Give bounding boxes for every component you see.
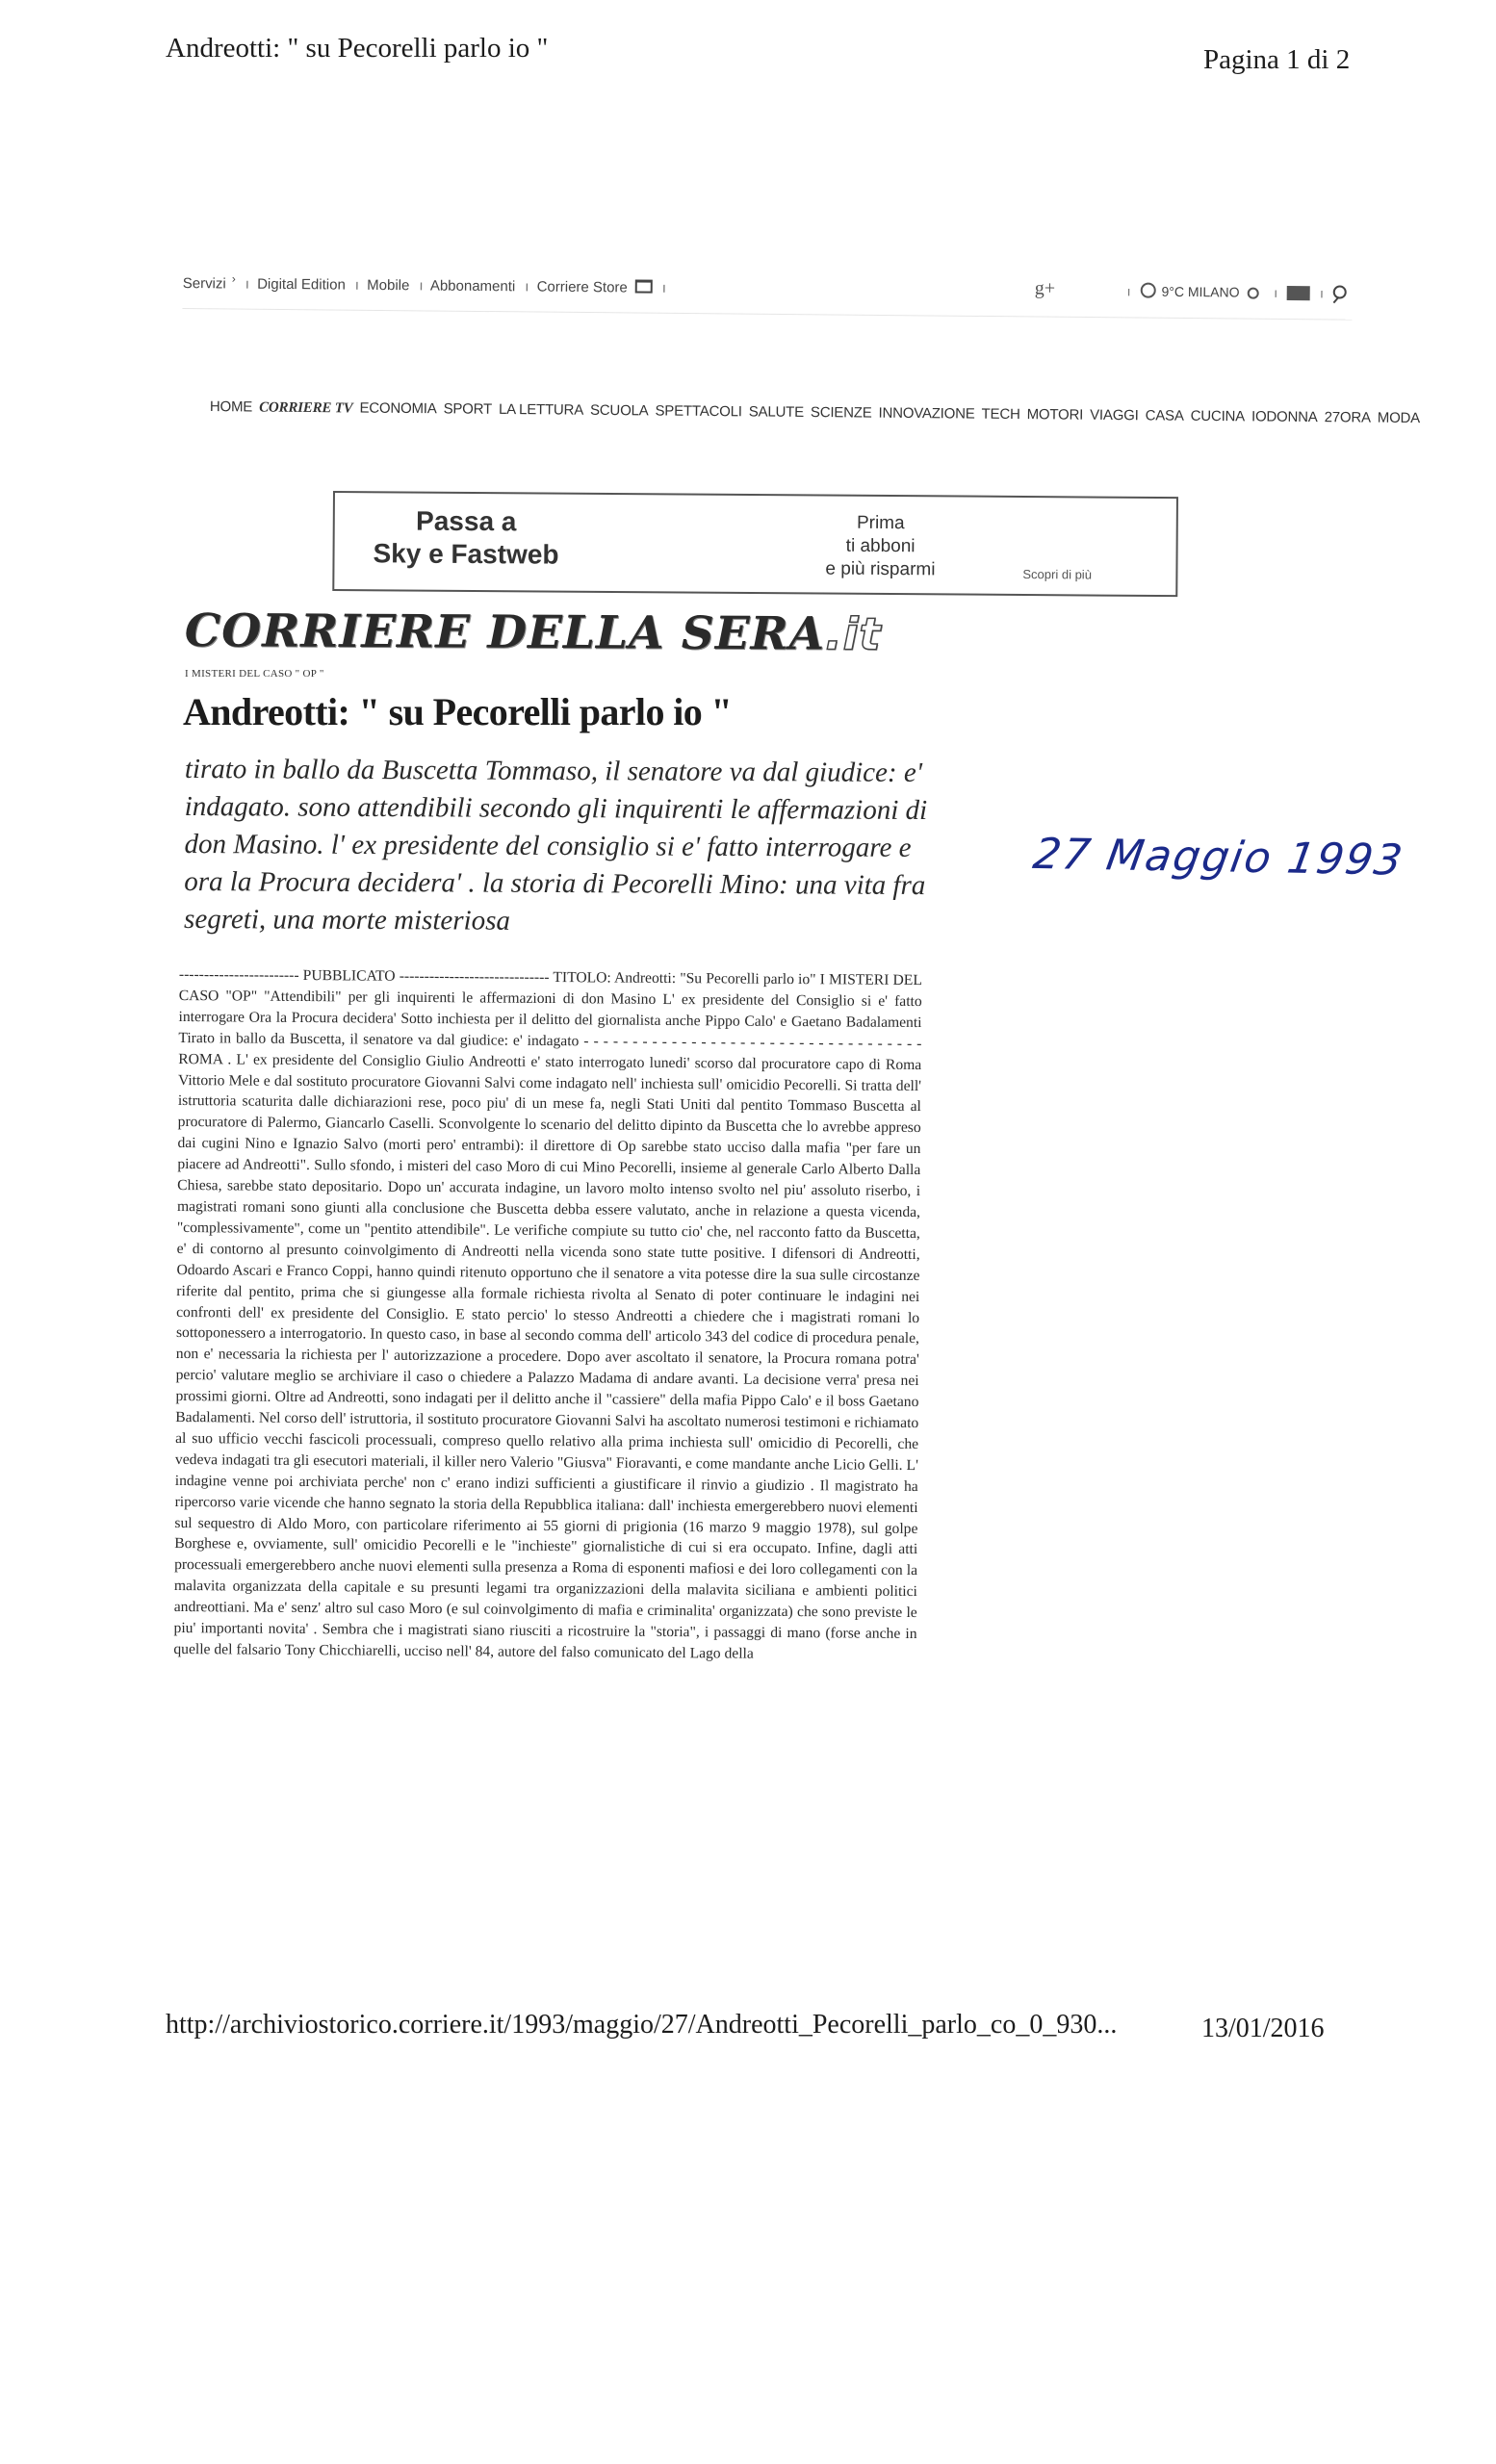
nav-viaggi[interactable]: VIAGGI [1090,406,1139,424]
masthead-suffix: .it [825,607,882,660]
search-icon[interactable] [1333,285,1347,298]
print-header-title: Andreotti: " su Pecorelli parlo io " [166,33,549,64]
masthead-logo[interactable] [185,604,882,661]
nav-la-lettura[interactable]: LA LETTURA [498,400,584,419]
chevron-right-icon: › [231,271,236,286]
nav-servizi[interactable]: Servizi [182,274,226,293]
nav-mobile[interactable]: Mobile [367,276,410,295]
print-footer-date: 13/01/2016 [1201,2014,1325,2043]
nav-motori[interactable]: MOTORI [1026,406,1084,424]
ad-offer-line3: e più risparmi [825,558,936,580]
ad-offer-line1: Prima [856,512,905,534]
nav-corriere-tv[interactable]: CORRIERE TV [259,399,353,417]
sun-icon [1140,283,1155,298]
nav-tech[interactable]: TECH [981,405,1020,424]
google-plus-icon[interactable]: g+ [1034,277,1056,299]
nav-salute[interactable]: SALUTE [748,403,805,421]
print-page-number: Pagina 1 di 2 [1203,44,1351,75]
ad-banner[interactable] [332,491,1178,597]
nav-scienze[interactable]: SCIENZE [810,403,872,422]
nav-home[interactable]: HOME [209,398,253,416]
nav-casa[interactable]: CASA [1145,407,1184,424]
nav-27ora[interactable]: 27ORA [1324,409,1371,426]
nav-scuola[interactable]: SCUOLA [589,401,649,420]
nav-innovazione[interactable]: INNOVAZIONE [878,404,975,423]
nav-cucina[interactable]: CUCINA [1190,407,1246,425]
article-body: ------------------------ PUBBLICATO ------------------------------ TITOLO: Andreotti: "Su Pecorelli parlo io" I MISTERI DEL CASO "OP" "Attendibili" per gli inquirenti le affermazioni di don Masino L' ex presidente del Consiglio si e' fatto interrogare Ora la Procura decidera' Sotto inchiesta per il delitto del giornalista anche Pippo Calo' e Gaetano Badalamenti Tirato in ballo da Buscetta, il senatore va dal giudice: e' indagato - - - - - - - - - - - - - - - - - - - - - - - - - - - - - - - - - - - ROMA . L' ex presidente del Consiglio Giulio Andreotti e' stato interrogato lunedi' scorso dal procuratore capo di Roma Vittorio Mele e dal sostituto procuratore Giovanni Salvi come indagato nell' inchiesta sull' omicidio Pecorelli. Si tratta dell' istruttoria scaturita dalle dichiarazioni rese, poco piu' di un mese fa, negli Stati Uniti dal pentito Tommaso Buscetta al procuratore di Palermo, Giancarlo Caselli. Sconvolgente lo scenario del delitto dipinto da Buscetta che lo avrebbe appreso dai cugini Nino e Ignazio Salvo (morti pero' entrambi): il direttore di Op sarebbe stato ucciso dalla mafia "per fare un piacere ad Andreotti". Sullo sfondo, i misteri del caso Moro di cui Mino Pecorelli, insieme al generale Carlo Alberto Dalla Chiesa, sarebbe stato depositario. Dopo un' accurata indagine, un lavoro molto intenso svolto nel piu' assoluto riserbo, i magistrati romani sono giunti alla conclusione che Buscetta debba essere valutato, anche in relazione a questa vicenda, "complessivamente", come un "pentito attendibile". Le verifiche compiute su tutto cio' che, nel racconto fatto da Buscetta, e' di contorno al presunto coinvolgimento di Andreotti nella vicenda sono state tutte positive. I difensori di Andreotti, Odoardo Ascari e Franco Coppi, hanno quindi ritenuto opportuno che il senatore a vita potesse dire la sua sulle circostanze riferite dal pentito, prima che si giungesse alla formale richiesta rivolta al Senato di poter continuare le indagini nei confronti dell' ex presidente del Consiglio. E stato percio' lo stesso Andreotti a chiedere che i magistrati romani lo sottoponessero a interrogatorio. In questo caso, in base al secondo comma dell' articolo 343 del codice di procedura penale, non e' necessaria la richiesta per l' autorizzazione a procedere. Dopo aver ascoltato il senatore, la Procura romana potra' percio' valutare meglio se archiviare il caso o chiedere a Palazzo Madama di andare avanti. La decisione verra' presa nei prossimi giorni. Oltre ad Andreotti, sono indagati per il delitto anche il "cassiere" della mafia Pippo Calo' e il boss Gaetano Badalamenti. Nel corso dell' istruttoria, il sostituto procuratore Giovanni Salvi ha ascoltato numerosi testimoni e richiamato al suo ufficio vecchi fascicoli processuali, compreso quello relativo alla prima inchiesta sull' omicidio di Pecorelli, che vedeva indagati tra gli esecutori materiali, il killer nero Valerio "Giusva" Fioravanti, e come mandante anche Licio Gelli. L' indagine venne poi archiviata perche' non c' erano indizi sufficienti a giustificare il rinvio a giudizio . Il magistrato ha ripercorso varie vicende che hanno segnato la storia della Repubblica italiana: dall' inchiesta emergerebbero nuovi elementi sul sequestro di Aldo Moro, con particolare riferimento ai 55 giorni di prigionia (16 marzo 9 maggio 1978), sul golpe Borghese e, ovviamente, sull' omicidio Pecorelli e le "inchieste" giornalistiche di cui si era occupato. Infine, dagli atti processuali emergerebbero anche nuovi elementi sulla presenza a Roma di esponenti mafiosi e dei loro collegamenti con la malavita organizzata della capitale e su presunti legami tra organizzazioni della malavita siciliana e ambienti politici andreottiani. Ma e' senz' altro sul caso Moro (e sul coinvolgimento di mafia e criminalita' organizzata) che sono previste le piu' importanti novita' . Sembra che i magistrati siano riusciti a ricostruire la "storia", i passaggi di mano (forse anche in quelle del falsario Tony Chicchiarelli, ucciso nell' 84, autore del falso comunicato del Lago della [173,965,922,1662]
ad-headline-line2: Sky e Fastweb [373,538,559,570]
weather-readout[interactable]: 9°C MILANO [1161,283,1240,300]
article-headline: Andreotti: " su Pecorelli parlo io " [183,690,733,733]
nav-moda[interactable]: MODA [1377,409,1421,427]
nav-iodonna[interactable]: IODONNA [1251,408,1318,426]
nav-digital-edition[interactable]: Digital Edition [257,275,346,294]
nav-spettacoli[interactable]: SPETTACOLI [655,402,742,421]
utility-nav: Servizi › ı Digital Edition ı Mobile ı Abbonamenti ı Corriere Store ı g+ ı 9°C MILANO ı ı [183,260,1353,321]
nav-economia[interactable]: ECONOMIA [359,399,437,418]
section-nav [209,398,1421,427]
ad-headline [373,504,558,571]
ad-cta-link[interactable]: Scopri di più [1022,567,1093,582]
article-kicker: I MISTERI DEL CASO " OP " [185,668,324,680]
print-footer-url: http://archiviostorico.corriere.it/1993/maggio/27/Andreotti_Pecorelli_parlo_co_0_930... [166,2010,1118,2040]
nav-abbonamenti[interactable]: Abbonamenti [429,277,516,295]
masthead-name: CORRIERE DELLA SERA [184,604,826,661]
nav-sport[interactable]: SPORT [443,400,493,418]
settings-icon[interactable] [1247,288,1258,299]
ad-offer-line2: ti abboni [845,535,916,557]
ad-headline-line1: Passa a [416,505,517,537]
handwritten-date: 27 Maggio 1993 [1029,830,1407,886]
article-subtitle: tirato in ballo da Buscetta Tommaso, il senatore va dal giudice: e' indagato. sono attendibili secondo gli inquirenti le affermazioni di don Masino. l' ex presidente del consiglio si e' fatto interrogare e ora la Procura decidera' . la storia di Pecorelli Mino: una vita fra segreti, una morte misteriosa [183,753,928,937]
mail-icon[interactable] [1287,286,1310,300]
ad-offer [825,512,936,582]
nav-corriere-store[interactable]: Corriere Store [536,278,628,296]
cart-icon[interactable] [635,280,653,294]
